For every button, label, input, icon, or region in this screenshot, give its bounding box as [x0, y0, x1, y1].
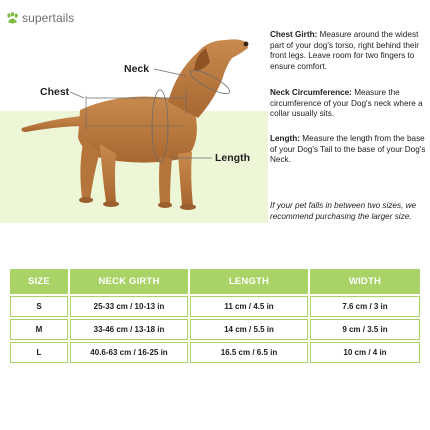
cell-length: 14 cm / 5.5 in: [190, 319, 308, 340]
cell-width: 9 cm / 3.5 in: [310, 319, 420, 340]
size-chart: [8, 267, 422, 365]
table-row: [10, 296, 420, 317]
length-label: Length: [215, 152, 250, 164]
paw-logo-icon: [6, 12, 20, 25]
cell-size: M: [10, 319, 68, 340]
header-size: SIZE: [10, 269, 68, 294]
cell-width: 10 cm / 4 in: [310, 342, 420, 363]
cell-length: 11 cm / 4.5 in: [190, 296, 308, 317]
length-heading: Length:: [270, 134, 301, 143]
chest-girth-info: [270, 30, 426, 72]
chest-girth-heading: Chest Girth:: [270, 30, 318, 39]
neck-label: Neck: [124, 63, 150, 75]
brand-name: supertails: [22, 11, 75, 25]
header-width: WIDTH: [310, 269, 420, 294]
brand-logo: [6, 11, 74, 25]
chest-label: Chest: [40, 86, 70, 98]
neck-circumference-info: [270, 88, 426, 120]
size-table: [8, 267, 422, 365]
table-row: [10, 319, 420, 340]
size-note: If your pet falls in between two sizes, we recommend purchasing the larger size.: [270, 201, 417, 221]
neck-circumference-heading: Neck Circumference:: [270, 88, 352, 97]
cell-neck-girth: 33-46 cm / 13-18 in: [70, 319, 188, 340]
cell-length: 16.5 cm / 6.5 in: [190, 342, 308, 363]
cell-neck-girth: 40.6-63 cm / 16-25 in: [70, 342, 188, 363]
cell-neck-girth: 25-33 cm / 10-13 in: [70, 296, 188, 317]
cell-size: L: [10, 342, 68, 363]
cell-size: S: [10, 296, 68, 317]
cell-width: 7.6 cm / 3 in: [310, 296, 420, 317]
length-info: [270, 134, 426, 166]
table-row: [10, 342, 420, 363]
neck-circumference-text: Measure the circumference of your Dog's neck where a collar usually sits.: [270, 88, 423, 119]
header-length: LENGTH: [190, 269, 308, 294]
dog-illustration: [0, 26, 268, 226]
header-neck-girth: NECK GIRTH: [70, 269, 188, 294]
length-text: Measure the length from the base of your Dog's Tail to the base of your Dog's Neck.: [270, 134, 426, 165]
chest-girth-text: Measure around the widest part of your dog's torso, right behind their front legs. Leave room for two fingers to ensure comfort.: [270, 30, 420, 71]
table-header-row: [10, 269, 420, 294]
